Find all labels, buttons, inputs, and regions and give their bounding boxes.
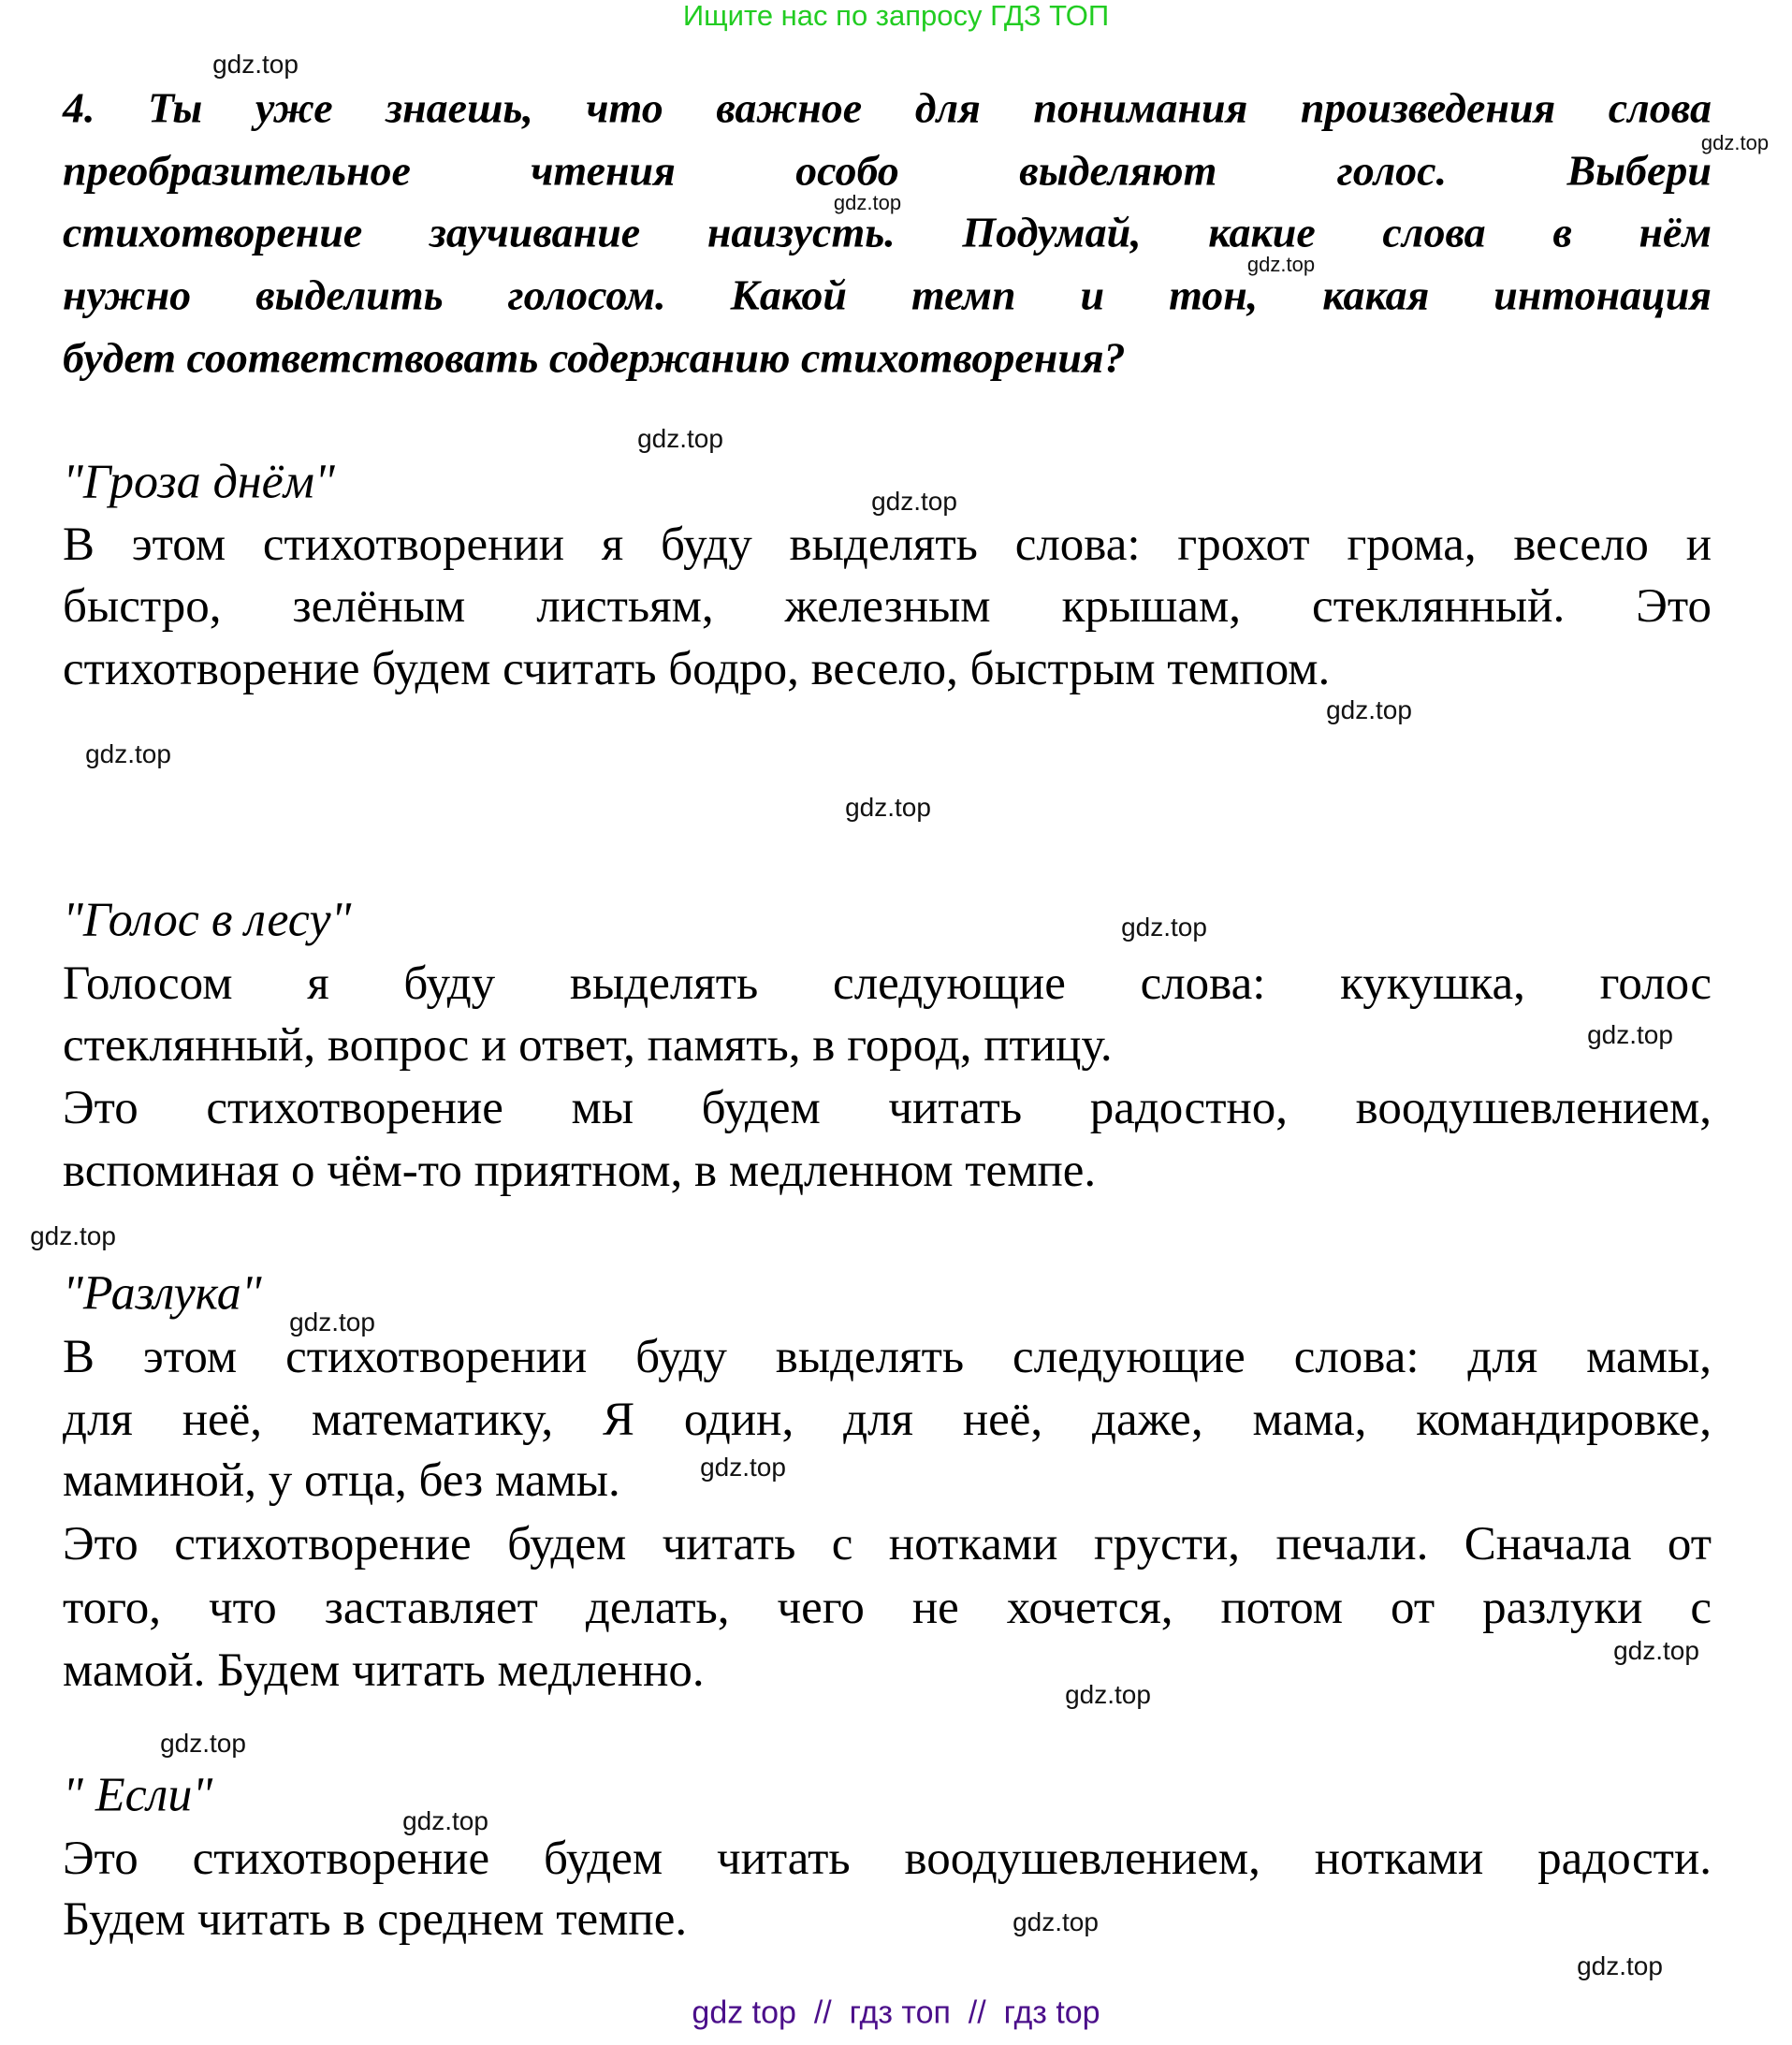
- answer-line: Будем читать в среднем темпе.: [63, 1893, 688, 1946]
- watermark: gdz.top: [871, 487, 957, 516]
- watermark: gdz.top: [833, 191, 902, 214]
- section-title: "Разлука": [63, 1266, 262, 1321]
- answer-line: быстро, зелёным листьям, железным крышам, стеклянный. Это: [63, 580, 1712, 633]
- watermark: gdz.top: [845, 793, 931, 822]
- watermark: gdz.top: [637, 424, 723, 453]
- section-title: "Гроза днём": [63, 455, 335, 509]
- question-line: нужно выделить голосом. Какой темп и тон, какая интонация: [63, 270, 1712, 319]
- watermark: gdz.top: [700, 1453, 786, 1482]
- answer-line: для неё, математику, Я один, для неё, даже, мама, командировке,: [63, 1394, 1712, 1446]
- watermark: gdz.top: [1013, 1907, 1099, 1936]
- answer-line: Голосом я буду выделять следующие слова: кукушка, голос: [63, 957, 1712, 1010]
- watermark: gdz.top: [1577, 1951, 1663, 1980]
- question-line: преобразительное чтения особо выделяют голос. Выбери: [63, 146, 1712, 195]
- answer-line: В этом стихотворении я буду выделять слова: грохот грома, весело и: [63, 519, 1712, 571]
- watermark: gdz.top: [1065, 1680, 1151, 1709]
- answer-line: Это стихотворение будем читать с нотками грусти, печали. Сначала от: [63, 1518, 1712, 1570]
- watermark: gdz.top: [1613, 1636, 1699, 1665]
- watermark: gdz.top: [289, 1307, 375, 1337]
- answer-line: того, что заставляет делать, чего не хочется, потом от разлуки с: [63, 1582, 1712, 1634]
- watermark: gdz.top: [160, 1729, 246, 1758]
- watermark: gdz.top: [1587, 1020, 1673, 1049]
- question-line: 4. Ты уже знаешь, что важное для понимания произведения слова: [63, 83, 1712, 132]
- answer-line: мамой. Будем читать медленно.: [63, 1644, 705, 1697]
- answer-line: стеклянный, вопрос и ответ, память, в город, птицу.: [63, 1019, 1113, 1072]
- answer-line: стихотворение будем считать бодро, весело, быстрым темпом.: [63, 643, 1331, 695]
- question-line: будет соответствовать содержанию стихотворения?: [63, 333, 1126, 382]
- watermark: gdz.top: [1246, 253, 1316, 276]
- watermark: gdz.top: [1700, 131, 1770, 154]
- section-title: "Голос в лесу": [63, 893, 352, 947]
- question-line: стихотворение заучивание наизусть. Подумай, какие слова в нём: [63, 208, 1712, 256]
- answer-line: Это стихотворение мы будем читать радостно, воодушевлением,: [63, 1082, 1712, 1134]
- watermark: gdz.top: [402, 1806, 488, 1835]
- footer-links: gdz top // гдз топ // гдз top: [692, 1994, 1100, 2031]
- watermark: gdz.top: [212, 50, 299, 79]
- watermark: gdz.top: [1121, 913, 1207, 942]
- answer-line: Это стихотворение будем читать воодушевлением, нотками радости.: [63, 1833, 1712, 1885]
- answer-line: В этом стихотворении буду выделять следующие слова: для мамы,: [63, 1331, 1712, 1383]
- watermark: gdz.top: [30, 1221, 116, 1250]
- section-title: " Если": [63, 1768, 213, 1822]
- search-banner: Ищите нас по запросу ГДЗ ТОП: [682, 0, 1110, 32]
- watermark: gdz.top: [85, 739, 171, 768]
- answer-line: маминой, у отца, без мамы.: [63, 1454, 620, 1507]
- answer-line: вспоминая о чём-то приятном, в медленном темпе.: [63, 1145, 1097, 1197]
- watermark: gdz.top: [1326, 695, 1412, 724]
